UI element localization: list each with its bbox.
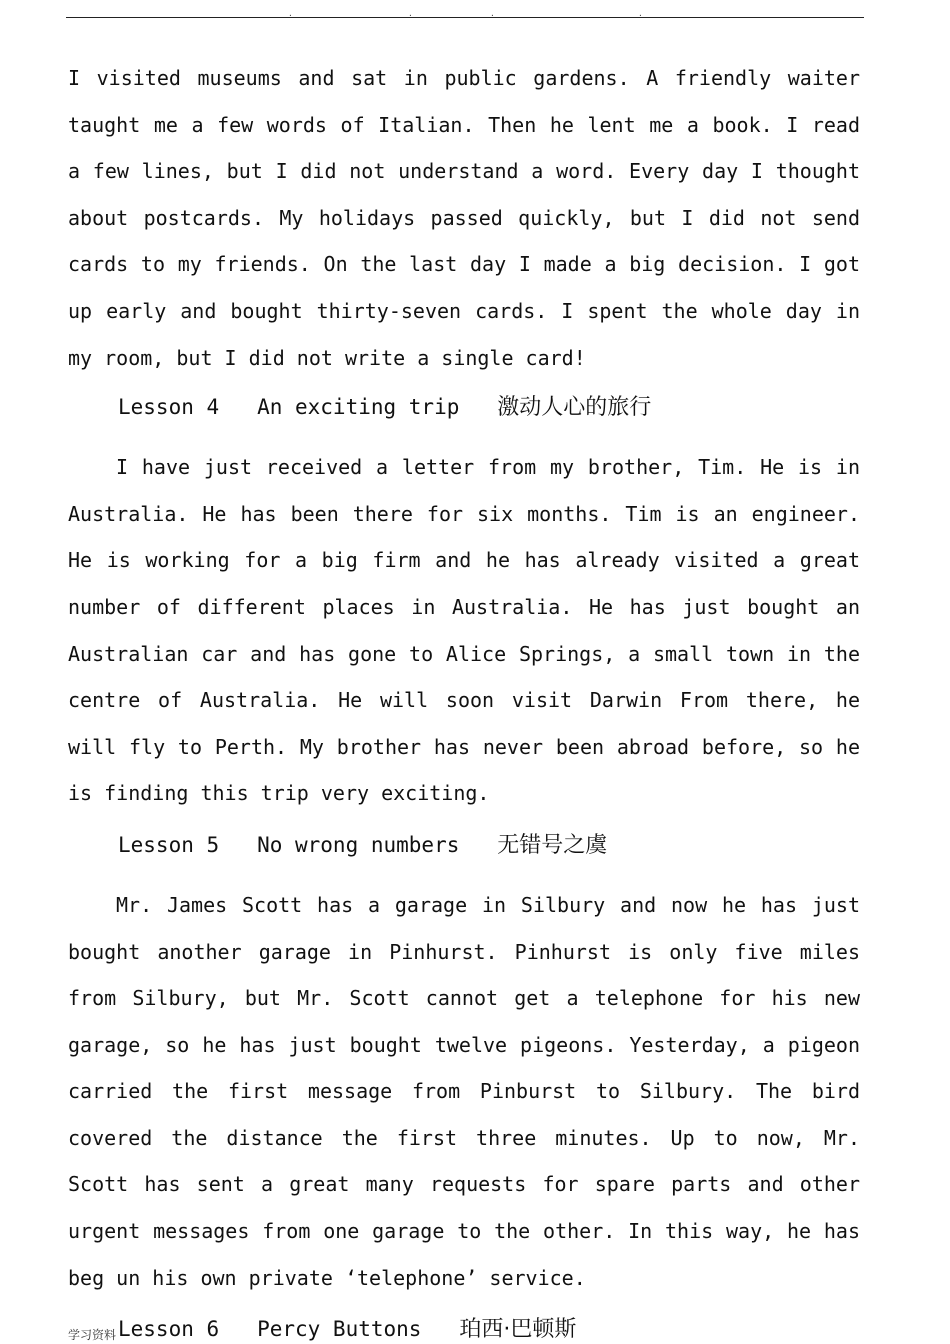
header-dot: . bbox=[490, 9, 495, 18]
document-body bbox=[68, 55, 860, 1344]
lesson-4-text: I have just received a letter from my brother, Tim. He is in Australia. He has been there for six months. Tim is an engineer. He is working for a big firm and he has already visited a great number of different places in Australia. He has just bought an Australian car and has gone to Alice Springs, a small town in the centre of Australia. He will soon visit Darwin From there, he will fly to Perth. My brother has never been abroad before, so he is finding this trip very exciting. bbox=[68, 455, 860, 806]
footer-label: 学习资料 bbox=[68, 1328, 117, 1342]
header-dot: . bbox=[638, 9, 643, 18]
lesson-6-chinese-title: 珀西·巴顿斯 bbox=[459, 1317, 577, 1343]
header-rule bbox=[66, 17, 864, 18]
lesson-5-heading bbox=[68, 831, 860, 860]
lesson-4-title: Lesson 4 An exciting trip bbox=[118, 395, 498, 420]
lesson-5-title: Lesson 5 No wrong numbers bbox=[118, 832, 498, 857]
header-dot: . bbox=[408, 9, 413, 18]
lesson-4-heading bbox=[68, 393, 860, 422]
lesson-6-title: Lesson 6 Percy Buttons bbox=[118, 1317, 460, 1342]
lesson-5-chinese-title: 无错号之虞 bbox=[497, 832, 608, 858]
lesson-6-heading bbox=[68, 1315, 860, 1344]
lesson-4-chinese-title: 激动人心的旅行 bbox=[497, 395, 652, 421]
header-dots bbox=[66, 10, 864, 16]
header-dot: . bbox=[288, 9, 293, 18]
lesson-5-text: Mr. James Scott has a garage in Silbury and now he has just bought another garage in Pinhurst. Pinhurst is only five miles from Silbury, but Mr. Scott cannot get a telephone for his new garage, so he has just bought twelve pigeons. Yesterday, a pigeon carried the first message from Pinburst to Silbury. The bird covered the distance the first three minutes. Up to now, Mr. Scott has sent a great many requests for spare parts and other urgent messages from one garage to the other. In this way, he has beg un his own private ‘telephone’ service. bbox=[68, 892, 860, 1290]
paragraph-lesson3-continued: I visited museums and sat in public gardens. A friendly waiter taught me a few words of Italian. Then he lent me a book. I read a few lines, but I did not understand a word. Every day I thought about postcards. My holidays passed quickly, but I did not send cards to my friends. On the last day I made a big decision. I got up early and bought thirty-seven cards. I spent the whole day in my room, but I did not write a single card! bbox=[68, 66, 860, 370]
